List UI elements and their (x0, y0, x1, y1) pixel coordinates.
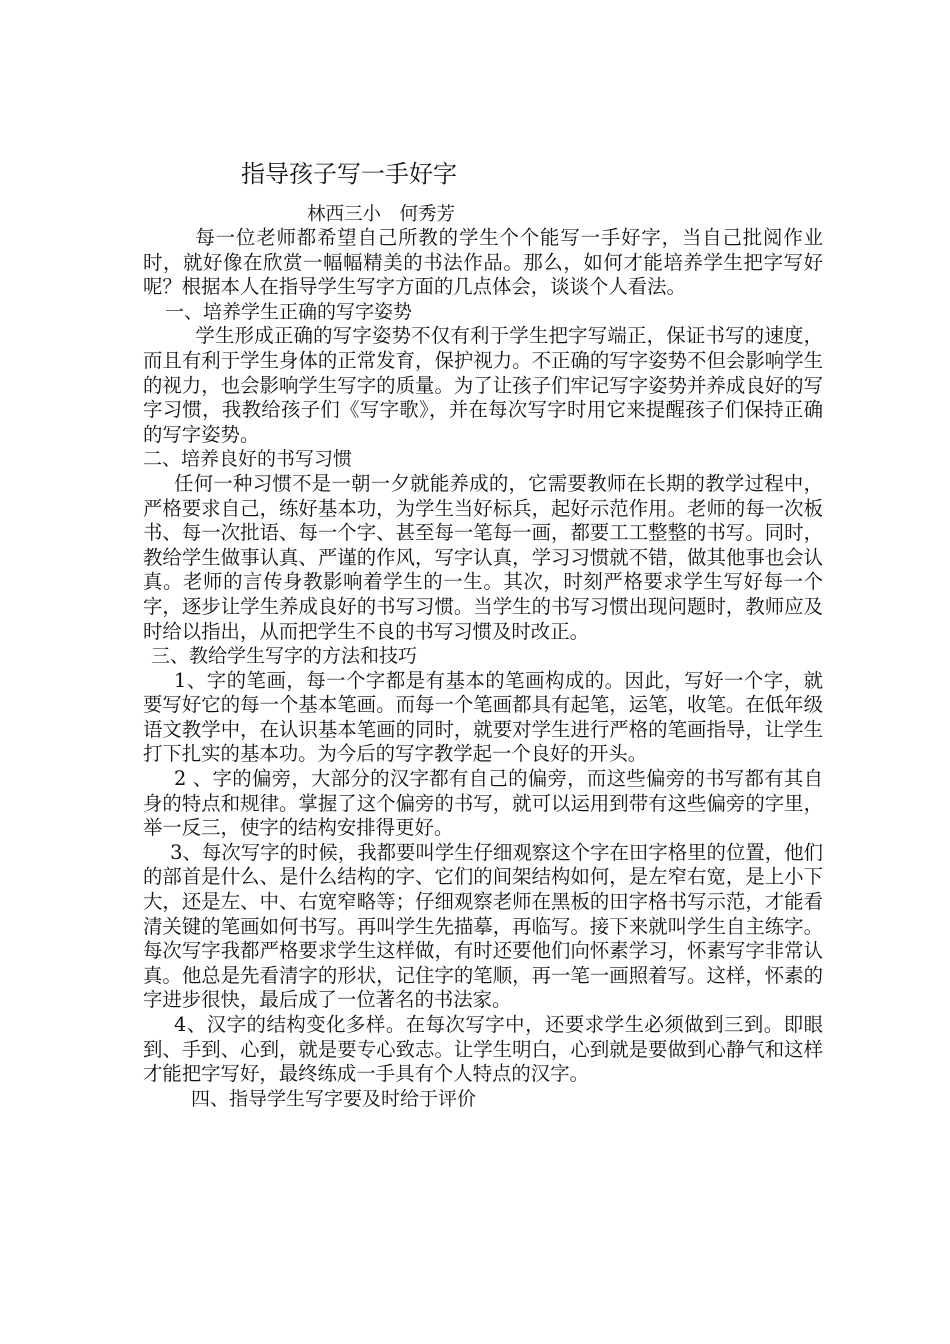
section-2-heading: 二、培养良好的书写习惯 (143, 448, 353, 471)
document-title: 指导孩子写一手好字 (241, 160, 457, 188)
section-3-item-2: 2 、字的偏旁，大部分的汉字都有自己的偏旁，而这些偏旁的书写都有其自身的特点和规律。掌握了这个偏旁的书写，就可以运用到带有这些偏旁的字里，举一反三，使字的结构安排得更好。 (143, 767, 823, 840)
section-3-item-4: 4、汉字的结构变化多样。在每次写字中，还要求学生必须做到三到。即眼到、手到、心到，就是要专心致志。让学生明白，心到就是要做到心静气和这样才能把字写好，最终练成一手具有个人特点的汉字。 (143, 1013, 823, 1086)
section-4-heading: 四、指导学生写字要及时给于评价 (191, 1087, 477, 1110)
document-author: 林西三小 何秀芳 (307, 204, 456, 225)
intro-paragraph: 每一位老师都希望自己所教的学生个个能写一手好字，当自己批阅作业时，就好像在欣赏一幅幅精美的书法作品。那么，如何才能培养学生把字写好呢？根据本人在指导学生写字方面的几点体会，谈谈个人看法。 (143, 226, 823, 299)
document-body (143, 226, 823, 1111)
section-1-heading: 一、培养学生正确的写字姿势 (165, 300, 413, 323)
section-3-item-3: 3、每次写字的时候，我都要叫学生仔细观察这个字在田字格里的位置，他们的部首是什么、是什么结构的字、它们的间架结构如何，是左窄右宽，是上小下大，还是左、中、右宽窄略等；仔细观察老师在黑板的田字格书写示范，才能看清关键的笔画如何书写。再叫学生先描摹，再临写。接下来就叫学生自主练字。每次写字我都严格要求学生这样做，有时还要他们向怀素学习，怀素写字非常认真。他总是先看清字的形状，记住字的笔顺，再一笔一画照着写。这样，怀素的字进步很快，最后成了一位著名的书法家。 (143, 840, 823, 1012)
section-2-paragraph: 任何一种习惯不是一朝一夕就能养成的，它需要教师在长期的教学过程中，严格要求自己，练好基本功，为学生当好标兵，起好示范作用。老师的每一次板书、每一次批语、每一个字、甚至每一笔每一画，都要工工整整的书写。同时，教给学生做事认真、严谨的作风，写字认真，学习习惯就不错，做其他事也会认真。老师的言传身教影响着学生的一生。其次，时刻严格要求学生写好每一个字，逐步让学生养成良好的书写习惯。当学生的书写习惯出现问题时，教师应及时给以指出，从而把学生不良的书写习惯及时改正。 (143, 471, 823, 643)
section-1-paragraph: 学生形成正确的写字姿势不仅有利于学生把字写端正，保证书写的速度，而且有利于学生身体的正常发育，保护视力。不正确的写字姿势不但会影响学生的视力，也会影响学生写字的质量。为了让孩子们牢记写字姿势并养成良好的写字习惯，我教给孩子们《写字歌》，并在每次写字时用它来提醒孩子们保持正确的写字姿势。 (143, 324, 823, 446)
section-3-heading: 三、教给学生写字的方法和技巧 (151, 645, 418, 668)
section-3-item-1: 1、字的笔画，每一个字都是有基本的笔画构成的。因此，写好一个字，就要写好它的每一个基本笔画。而每一个笔画都具有起笔，运笔，收笔。在低年级语文教学中，在认识基本笔画的同时，就要对学生进行严格的笔画指导，让学生打下扎实的基本功。为今后的写字教学起一个良好的开头。 (143, 668, 823, 766)
